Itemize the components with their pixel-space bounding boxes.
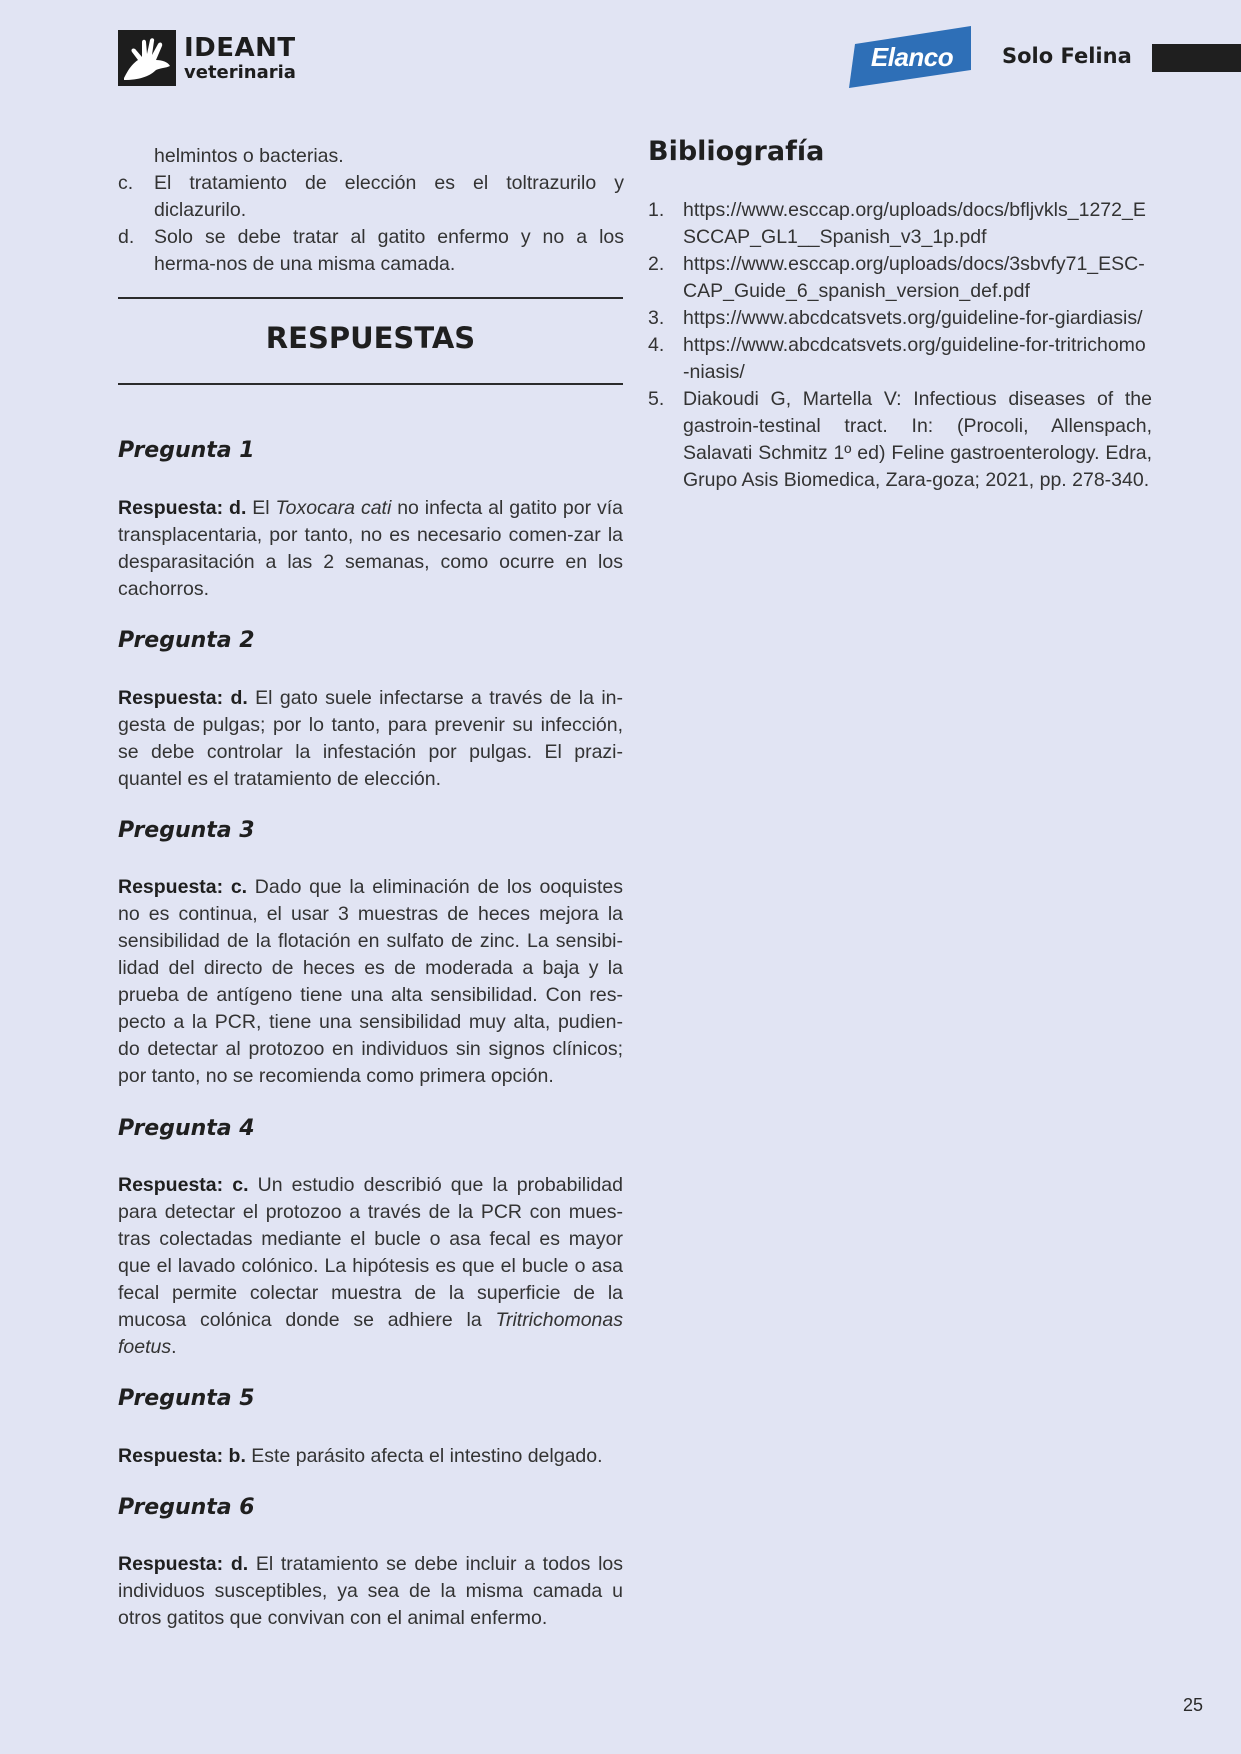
answer-text: . [171,1336,177,1358]
answer-label: Respuesta: c. [118,876,248,898]
bibliography-item [648,305,1152,332]
bibliography-title: Bibliografía [648,136,825,167]
page-number: 25 [1183,1695,1204,1715]
list-marker: 5. [648,388,665,410]
reference-text: https://www.abcdcatsvets.org/guideline-for-giardiasis/ [683,307,1143,329]
list-marker: 4. [648,334,665,356]
bibliography-list [648,197,1152,494]
answer-label: Respuesta: d. [118,497,247,519]
answer-text: El [246,497,276,519]
list-text: helmintos o bacterias. [154,145,344,167]
reference-text: Diakoudi G, Martella V: Infectious diseases of the gastroin-testinal tract. In: (Procoli, Allenspach, Salavati Schmitz 1º ed) Feline gastroenterology. Edra, Grupo Asis Biomedica, Zara-goza; 2021, pp. 278-340. [683,388,1152,491]
list-marker: d. [118,226,135,248]
ideant-hand-logo-icon [118,30,176,86]
answer-text: Dado que la eliminación de los ooquistes no es continua, el usar 3 muestras de heces mejora la sensibilidad de la flotación en sulfato de zinc. La sensibi-lidad del directo de heces es de moderada a baja y la prueba de antígeno tiene una alta sensibilidad. Con res-pecto a la PCR, tiene una sensibilidad muy alta, pudien-do detectar al protozoo en individuos sin signos clínicos; por tanto, no se recomienda como primera opción. [118,876,623,1087]
question-heading: Pregunta 4 [118,1116,255,1141]
answer-paragraph [118,874,623,1090]
list-marker: 3. [648,307,665,329]
bibliography-item [648,332,1152,386]
answers-title: RESPUESTAS [265,321,476,355]
question-heading: Pregunta 2 [118,628,255,653]
answer-label: Respuesta: d. [118,1553,249,1575]
question-heading: Pregunta 5 [118,1386,255,1411]
question-heading: Pregunta 1 [118,438,255,463]
answer-label: Respuesta: c. [118,1174,249,1196]
list-item [118,224,624,278]
reference-text: https://www.abcdcatsvets.org/guideline-for-tritrichomo-niasis/ [683,334,1146,383]
question-heading: Pregunta 6 [118,1495,255,1520]
list-marker: c. [118,172,134,194]
list-item [118,170,624,224]
answer-text: El tratamiento se debe incluir a todos los individuos susceptibles, ya sea de la misma camada u otros gatitos que convivan con el animal enfermo. [118,1553,624,1629]
bibliography-item [648,386,1152,494]
answer-text: El gato suele infectarse a través de la in-gesta de pulgas; por lo tanto, para prevenir su infección, se debe controlar la infestación por pulgas. El prazi-quantel es el tratamiento de elección. [118,687,623,790]
answer-paragraph [118,685,623,793]
ideant-logo [118,29,298,87]
answer-text: no infecta al gatito por vía transplacentaria, por tanto, no es necesario comen-zar la desparasitación a las 2 semanas, como ocurre en los cachorros. [118,497,623,600]
list-marker: 1. [648,199,665,221]
answer-italic: Toxocara cati [275,497,392,519]
answer-paragraph [118,1172,623,1361]
brand-subtitle: veterinaria [184,62,296,83]
list-marker: 2. [648,253,665,275]
header-bar [1152,44,1241,72]
list-text: El tratamiento de elección es el toltrazurilo y diclazurilo. [154,172,624,221]
answer-text: Este parásito afecta el intestino delgado. [245,1445,603,1467]
question-heading: Pregunta 3 [118,818,255,843]
brand-name: IDEANT [184,33,296,63]
divider-bottom [118,383,623,385]
list-item [118,143,624,170]
answer-label: Respuesta: d. [118,687,248,709]
answer-paragraph [118,495,623,603]
intro-list [118,143,624,278]
list-text: Solo se debe tratar al gatito enfermo y no a los herma-nos de una misma camada. [154,226,624,275]
answer-text: Un estudio describió que la probabilidad para detectar el protozoo a través de la PCR con mues-tras colectadas mediante el bucle o asa fecal es mayor que el lavado colónico. La hipótesis es que el bucle o asa fecal permite colectar muestra de la superficie de la mucosa colónica donde se adhiere la [118,1174,623,1331]
reference-text: https://www.esccap.org/uploads/docs/bfljvkls_1272_ESCCAP_GL1__Spanish_v3_1p.pdf [683,199,1146,248]
answer-paragraph [118,1443,623,1470]
bibliography-item [648,197,1152,251]
elanco-logo [849,26,972,88]
answer-label: Respuesta: b. [118,1445,246,1467]
answer-italic: Tritrichomonas foetus [118,1309,623,1358]
partner-name: Elanco [870,42,954,72]
bibliography-item [648,251,1152,305]
reference-text: https://www.esccap.org/uploads/docs/3sbvfy71_ESC-CAP_Guide_6_spanish_version_def.pdf [683,253,1145,302]
section-title: Solo Felina [1002,44,1132,68]
answer-paragraph [118,1551,623,1632]
divider-top [118,297,623,299]
